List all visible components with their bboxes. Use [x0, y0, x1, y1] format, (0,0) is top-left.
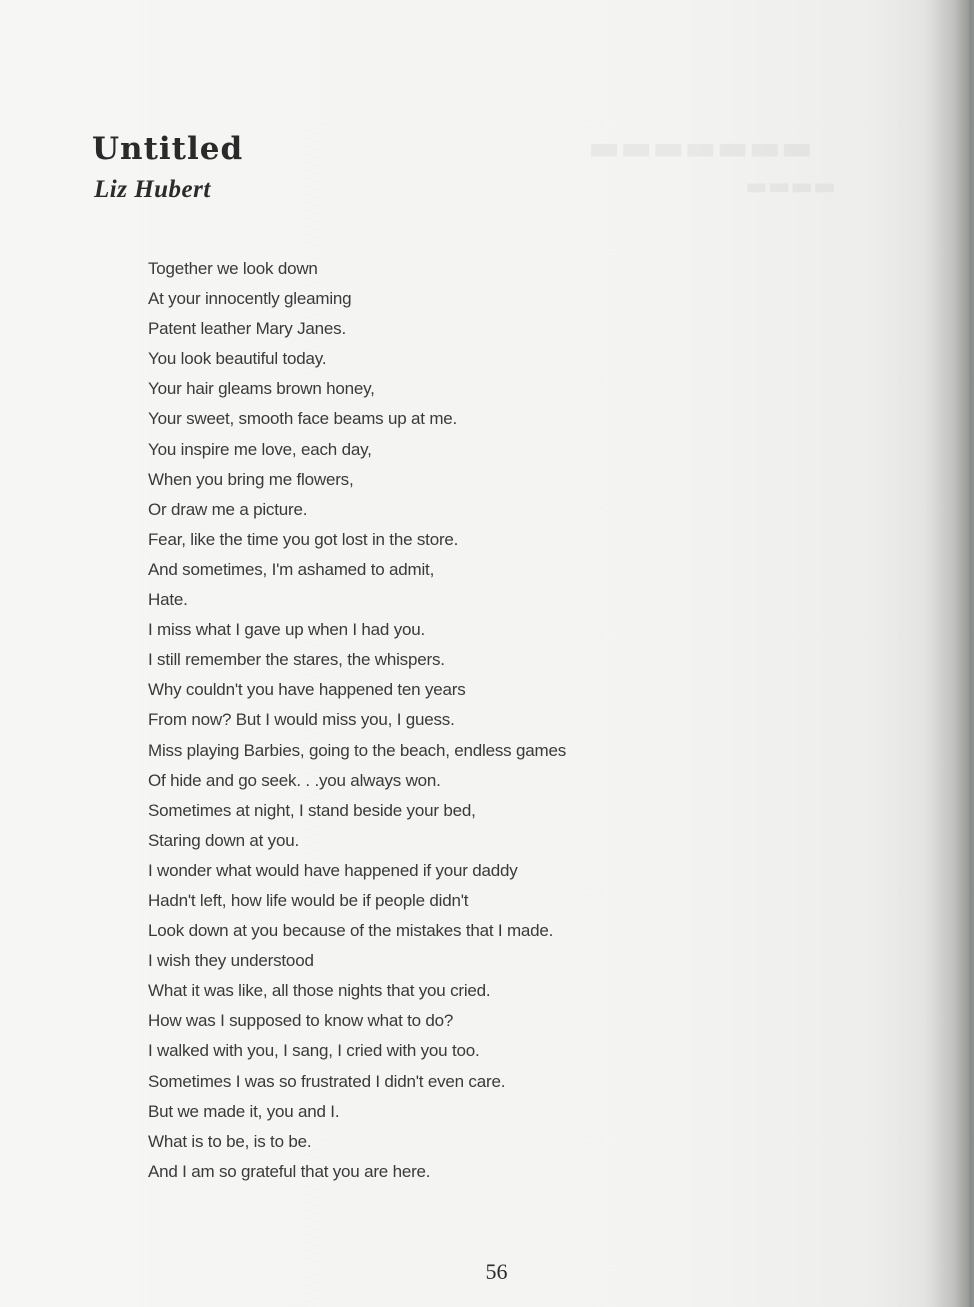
- poem-line: I miss what I gave up when I had you.: [148, 620, 426, 640]
- poem-line: At your innocently gleaming: [148, 289, 352, 309]
- bleed-through-heading: [588, 128, 813, 168]
- binding-shadow: [924, 0, 974, 1307]
- poem-line: Together we look down: [148, 259, 318, 278]
- poem-line: But we made it, you and I.: [148, 1101, 340, 1121]
- poem-line: And sometimes, I'm ashamed to admit,: [148, 559, 435, 579]
- poem-body: [148, 256, 566, 1189]
- poem-line: Of hide and go seek. . .you always won.: [148, 770, 441, 790]
- poem-line: What it was like, all those nights that you cried.: [148, 981, 491, 1001]
- bleed-through-subheading: [745, 172, 836, 200]
- poem-line: Patent leather Mary Janes.: [148, 319, 346, 339]
- poem-line: How was I supposed to know what to do?: [148, 1011, 454, 1031]
- poem-line: Why couldn't you have happened ten years: [148, 680, 466, 700]
- poem-line: I wonder what would have happened if your daddy: [148, 860, 518, 880]
- poem-author: Liz Hubert: [94, 176, 211, 203]
- poem-line: Your sweet, smooth face beams up at me.: [148, 409, 458, 429]
- poem-line: When you bring me flowers,: [148, 469, 354, 489]
- poem-line: And I am so grateful that you are here.: [148, 1161, 431, 1181]
- page-number: 56: [485, 1259, 508, 1284]
- poem-line: Your hair gleams brown honey,: [148, 379, 375, 399]
- poem-line: You inspire me love, each day,: [148, 439, 372, 459]
- poem-line: Sometimes I was so frustrated I didn't even care.: [148, 1071, 506, 1091]
- poem-line: I walked with you, I sang, I cried with you too.: [148, 1041, 480, 1061]
- poem-line: Hate.: [148, 590, 188, 610]
- poem-line: What is to be, is to be.: [148, 1131, 312, 1151]
- page-edge: [969, 0, 972, 1307]
- poem-line: Look down at you because of the mistakes that I made.: [148, 921, 554, 941]
- poem-line: Miss playing Barbies, going to the beach, endless games: [148, 740, 567, 760]
- poem-line: Or draw me a picture.: [148, 499, 308, 519]
- poem-line: From now? But I would miss you, I guess.: [148, 710, 455, 730]
- poem-title: Untitled: [92, 131, 244, 167]
- poem-line: I wish they understood: [148, 951, 314, 971]
- poem-line: Staring down at you.: [148, 830, 299, 850]
- poem-line: Hadn't left, how life would be if people didn't: [148, 890, 469, 910]
- poem-line: Fear, like the time you got lost in the store.: [148, 529, 459, 549]
- poem-line: Sometimes at night, I stand beside your bed,: [148, 800, 476, 820]
- poem-line: I still remember the stares, the whispers.: [148, 650, 445, 670]
- poem-line: You look beautiful today.: [148, 349, 327, 369]
